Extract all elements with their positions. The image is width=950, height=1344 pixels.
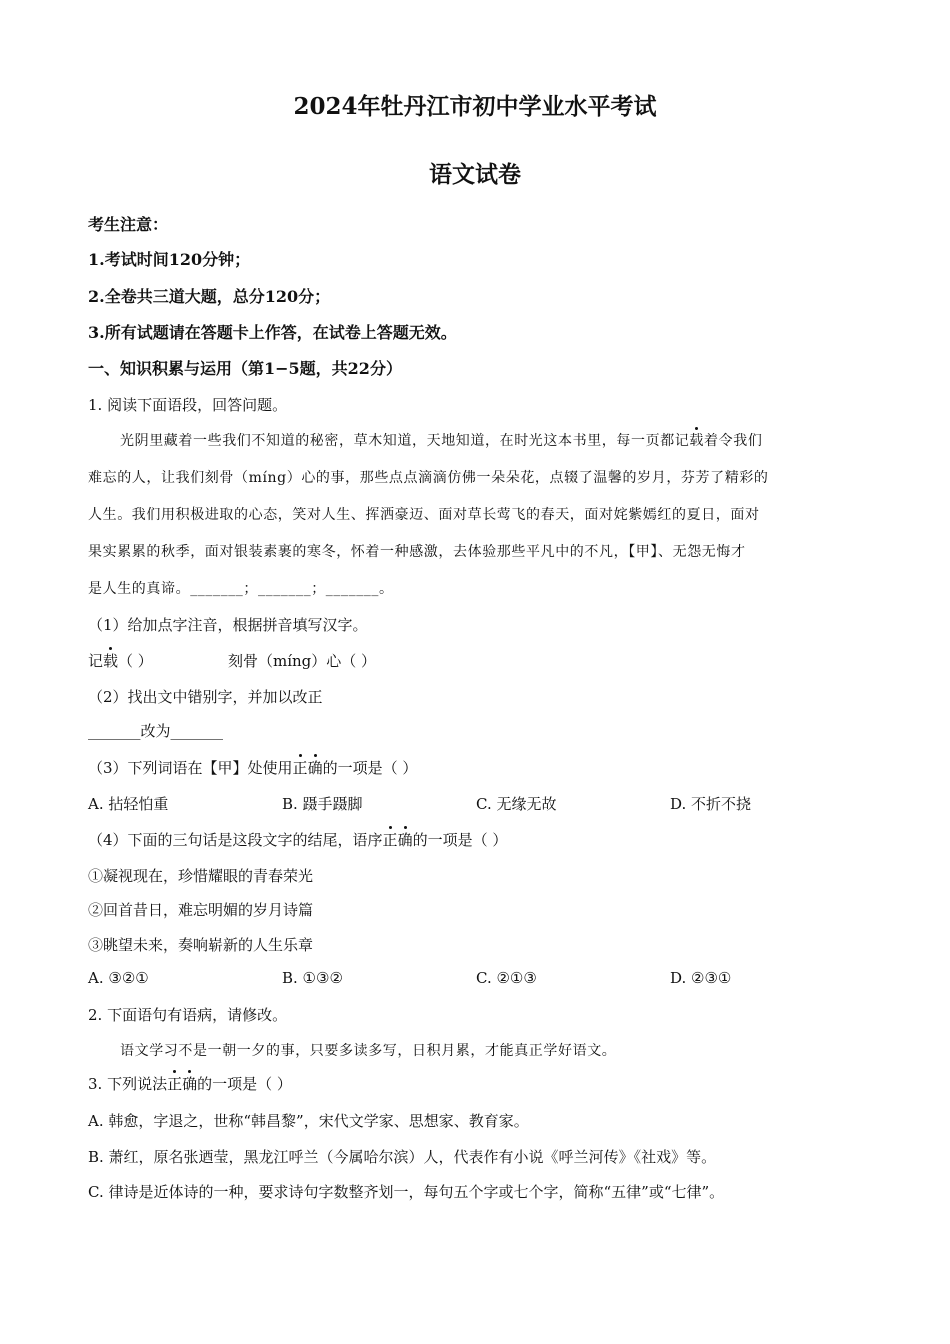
answer-blank: _______改为_______ xyxy=(88,722,224,740)
faulty-sentence: 语文学习不是一朝一夕的事，只要多读多写，日积月累，才能真正学好语文。 xyxy=(120,1043,617,1059)
sub-question-prompt: （3）下列词语在【甲】处使用正确的一项是（ ） xyxy=(88,759,418,777)
pinyin-item: 刻骨（míng）心（ ） xyxy=(228,652,377,670)
option-b: B. 蹑手蹑脚 xyxy=(282,795,363,813)
sub-question-prompt: （2）找出文中错别字，并加以改正 xyxy=(88,688,323,706)
exam-subtitle: 语文试卷 xyxy=(429,161,521,188)
passage-line: 是人生的真谛。_______；_______；_______。 xyxy=(88,581,394,597)
option-a: A. 韩愈，字退之，世称“韩昌黎”，宋代文学家、思想家、教育家。 xyxy=(88,1112,529,1130)
passage-line: 光阴里藏着一些我们不知道的秘密，草木知道，天地知道，在时光这本书里，每一页都记载着令我们 xyxy=(120,430,762,450)
option-a: A. 拈轻怕重 xyxy=(88,795,169,813)
notice-item: 3.所有试题请在答题卡上作答，在试卷上答题无效。 xyxy=(88,323,457,342)
option-c: C. ②①③ xyxy=(476,969,537,987)
question-stem: 2. 下面语句有语病，请修改。 xyxy=(88,1006,288,1024)
emphasis-dot-char: 载 xyxy=(103,652,119,670)
passage-line: 人生。我们用积极进取的心态，笑对人生、挥洒豪迈、面对草长莺飞的春天，面对姹紫嫣红的夏日，面对 xyxy=(88,507,760,523)
pinyin-item: 记载（ ） xyxy=(88,652,153,670)
notice-item: 2.全卷共三道大题，总分120分； xyxy=(88,287,331,306)
question-stem: 3. 下列说法正确的一项是（ ） xyxy=(88,1075,292,1093)
exam-title: 2024年牡丹江市初中学业水平考试 xyxy=(293,93,657,120)
notice-item: 1.考试时间120分钟； xyxy=(88,250,251,269)
option-d: D. 不折不挠 xyxy=(670,795,752,813)
option-d: D. ②③① xyxy=(670,969,732,987)
emphasis-dot-char: 载 xyxy=(689,430,704,450)
passage-line: 难忘的人，让我们刻骨（míng）心的事，那些点点滴滴仿佛一朵朵花，点辍了温馨的岁月，芬芳了精彩的 xyxy=(88,470,769,486)
notice-heading: 考生注意： xyxy=(88,215,169,234)
option-c: C. 无缘无故 xyxy=(476,795,557,813)
option-c: C. 律诗是近体诗的一种，要求诗句字数整齐划一，每句五个字或七个字，简称“五律”或“七律”。 xyxy=(88,1183,725,1201)
sentence-item: ①凝视现在，珍惜耀眼的青春荣光 xyxy=(88,867,314,885)
option-b: B. 萧红，原名张迺莹，黑龙江呼兰（今属哈尔滨）人，代表作有小说《呼兰河传》《社戏》等。 xyxy=(88,1148,717,1166)
passage-line: 果实累累的秋季，面对银装素裹的寒冬，怀着一种感激，去体验那些平凡中的不凡，【甲】、无怨无悔才 xyxy=(88,544,746,560)
sentence-item: ③眺望未来，奏响崭新的人生乐章 xyxy=(88,936,314,954)
question-stem: 1. 阅读下面语段，回答问题。 xyxy=(88,396,288,414)
sub-question-prompt: （1）给加点字注音，根据拼音填写汉字。 xyxy=(88,616,368,634)
sub-question-prompt: （4）下面的三句话是这段文字的结尾，语序正确的一项是（ ） xyxy=(88,831,508,849)
option-a: A. ③②① xyxy=(88,969,149,987)
section-heading: 一、知识积累与运用（第1−5题，共22分） xyxy=(88,359,402,378)
option-b: B. ①③② xyxy=(282,969,343,987)
sentence-item: ②回首昔日，难忘明媚的岁月诗篇 xyxy=(88,901,314,919)
